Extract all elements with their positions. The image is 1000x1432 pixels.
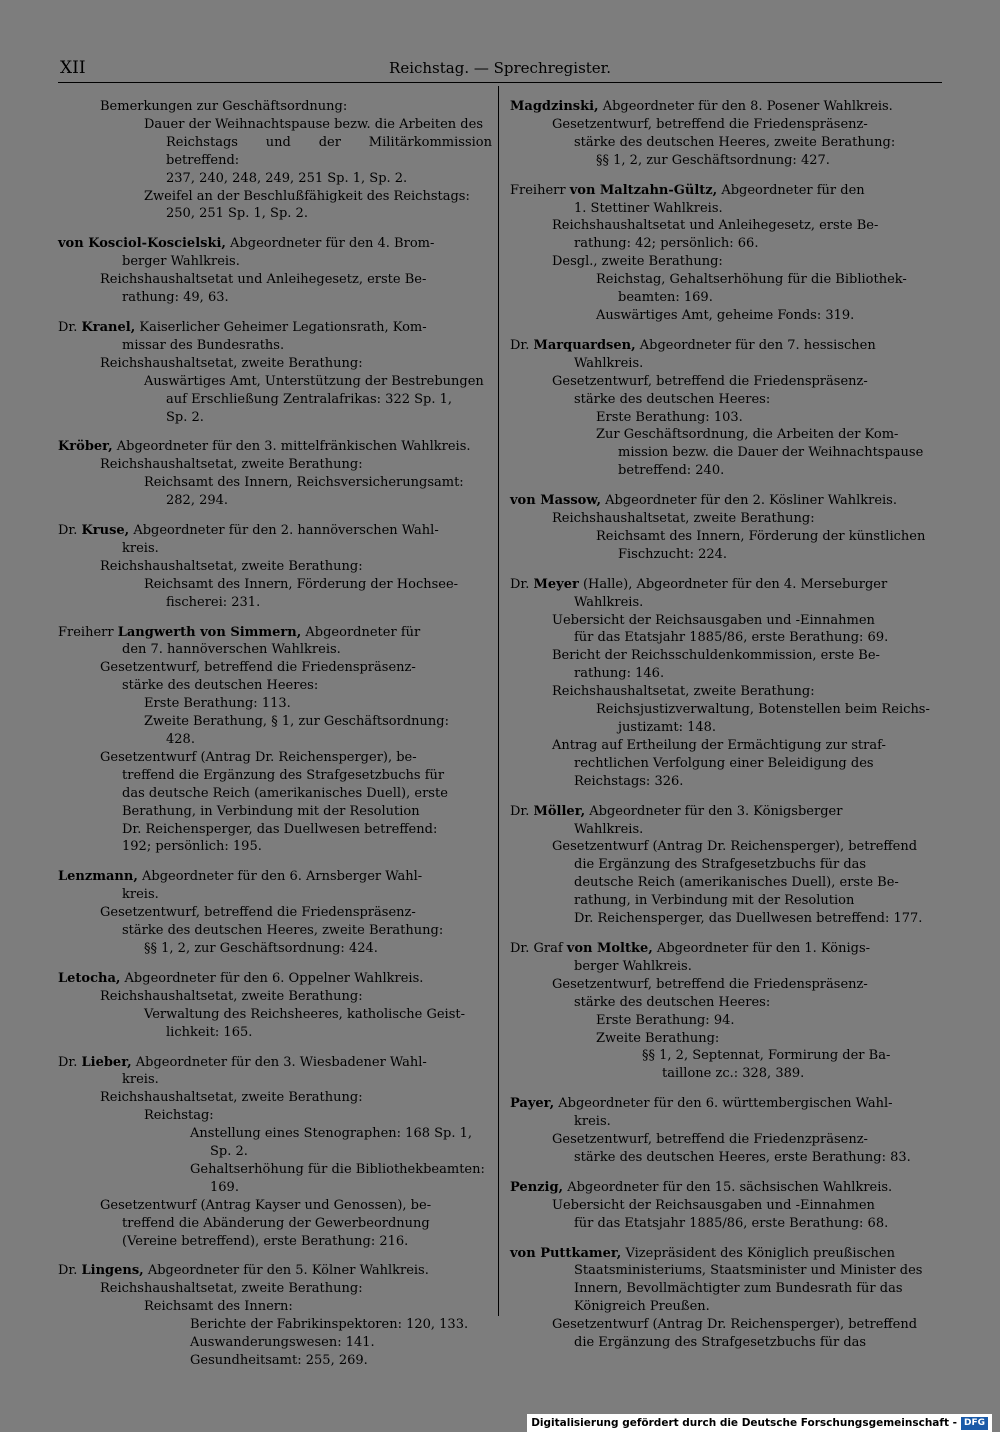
entry-line: Sp. 2.	[210, 1144, 248, 1160]
speaker-name: von Massow,	[510, 493, 601, 509]
entry-line: Innern, Bevollmächtigter zum Bundesrath für das	[574, 1281, 903, 1297]
speaker-name: Magdzinski,	[510, 99, 599, 114]
entry-heading	[58, 319, 492, 337]
register-entry	[510, 1245, 944, 1352]
entry-line: betreffend: 240.	[618, 463, 725, 479]
register-entry	[58, 1262, 492, 1369]
register-entry	[510, 337, 944, 480]
entry-subtopic: Auswärtiges Amt, geheime Fonds: 319.	[596, 307, 855, 323]
entry-heading	[58, 624, 492, 642]
entry-line: 192; persönlich: 195.	[122, 839, 262, 855]
entry-item: Auswanderungswesen: 141.	[190, 1335, 375, 1351]
speaker-desc: Abgeordneter für den 5. Kölner Wahlkreis.	[143, 1263, 429, 1279]
speaker-desc: Abgeordneter für den	[717, 182, 865, 198]
running-title: Reichstag. — Sprechregister.	[389, 59, 611, 77]
entry-line: das deutsche Reich (amerikanisches Duell), erste	[122, 785, 448, 801]
entry-line: missar des Bundesraths.	[122, 337, 285, 353]
register-entry	[510, 98, 944, 170]
entry-subtopic: Reichsjustizverwaltung, Botenstellen beim Reichs-	[596, 702, 930, 718]
speaker-name: Lingens,	[81, 1263, 144, 1279]
right-column	[510, 98, 944, 1364]
entry-subtopic: Reichstag:	[144, 1108, 214, 1124]
entry-subtopic: Zweifel an der Beschlußfähigkeit des Reichstags:	[144, 188, 470, 204]
footer-text: Digitalisierung gefördert durch die Deutsche Forschungsgemeinschaft -	[531, 1417, 957, 1429]
entry-topic: Gesetzentwurf (Antrag Dr. Reichensperger), betreffend	[552, 1317, 918, 1333]
speaker-title: Dr.	[58, 1263, 82, 1279]
entry-line: für das Etatsjahr 1885/86, erste Berathung: 69.	[574, 630, 889, 646]
speaker-title: Dr.	[510, 337, 534, 353]
entry-subtopic: Zweite Berathung, § 1, zur Geschäftsordnung:	[144, 714, 449, 730]
entry-topic: Reichshaushaltsetat, zweite Berathung:	[552, 511, 815, 527]
entry-heading	[510, 803, 944, 821]
entry-line: kreis.	[122, 540, 159, 556]
speaker-desc: Kaiserlicher Geheimer Legationsrath, Kom-	[135, 319, 427, 335]
entry-subtopic: Reichsamt des Innern, Förderung der künstlichen	[596, 528, 926, 544]
speaker-name: von Moltke,	[566, 940, 653, 956]
entry-line: (Vereine betreffend), erste Berathung: 216.	[122, 1233, 409, 1249]
entry-line: stärke des deutschen Heeres:	[574, 994, 771, 1010]
speaker-desc: Abgeordneter für den 2. Kösliner Wahlkreis.	[600, 493, 897, 509]
entry-line: stärke des deutschen Heeres, zweite Berathung:	[122, 923, 444, 939]
speaker-title: Dr.	[510, 803, 534, 819]
speaker-name: Meyer	[533, 576, 579, 592]
speaker-title: Dr.	[58, 1054, 82, 1070]
entry-topic: Gesetzentwurf, betreffend die Friedenspräsenz-	[552, 976, 868, 992]
speaker-name: von Kosciol-Koscielski,	[58, 236, 226, 252]
entry-line: 169.	[210, 1179, 239, 1195]
speaker-title: Dr. Graf	[510, 940, 567, 956]
entry-topic: Reichshaushaltsetat, zweite Berathung:	[100, 1090, 363, 1106]
entry-heading	[58, 522, 492, 540]
entry-line: berger Wahlkreis.	[574, 958, 692, 974]
page-header	[58, 56, 942, 83]
entry-topic: Uebersicht der Reichsausgaben und -Einnahmen	[552, 612, 875, 628]
speaker-name: Marquardsen,	[533, 337, 636, 353]
entry-line: die Ergänzung des Strafgesetzbuchs für das	[574, 1335, 867, 1351]
register-entry	[58, 235, 492, 307]
entry-line: fischerei: 231.	[166, 594, 261, 610]
speaker-desc: Abgeordneter für den 1. Königs-	[652, 940, 871, 956]
entry-topic: Reichshaushaltsetat und Anleihegesetz, erste Be-	[552, 218, 879, 234]
speaker-name: Langwerth von Simmern,	[117, 624, 302, 640]
entry-line: Wahlkreis.	[574, 821, 644, 837]
speaker-desc: Abgeordneter für den 4. Brom-	[225, 236, 435, 252]
speaker-desc: Abgeordneter für den 3. Königsberger	[585, 803, 843, 819]
entry-line: treffend die Abänderung der Gewerbeordnung	[122, 1215, 430, 1231]
entry-line: die Ergänzung des Strafgesetzbuchs für das	[574, 857, 867, 873]
entry-line: 282, 294.	[166, 493, 229, 509]
entry-line: 428.	[166, 732, 195, 747]
entry-line: 237, 240, 248, 249, 251 Sp. 1, Sp. 2.	[166, 170, 408, 186]
speaker-name: Penzig,	[510, 1179, 564, 1195]
register-entry	[510, 940, 944, 1083]
entry-topic: Reichshaushaltsetat, zweite Berathung:	[100, 988, 363, 1004]
entry-topic: Gesetzentwurf, betreffend die Friedenspräsenz-	[100, 660, 416, 676]
entry-line: Wahlkreis.	[574, 594, 644, 610]
entry-line: berger Wahlkreis.	[122, 254, 240, 270]
entry-topic: Reichshaushaltsetat und Anleihegesetz, erste Be-	[100, 272, 427, 288]
entry-line: Reichstags und der Militärkommission betreffend:	[166, 134, 492, 168]
entry-subtopic: Erste Berathung: 103.	[596, 409, 743, 425]
entry-line: stärke des deutschen Heeres, erste Berathung: 83.	[574, 1149, 911, 1165]
speaker-name: Kröber,	[58, 439, 113, 455]
entry-subtopic: Reichsamt des Innern, Reichsversicherungsamt:	[144, 475, 464, 491]
page-number: XII	[60, 58, 86, 78]
entry-line: rathung: 146.	[574, 666, 665, 682]
entry-line: rathung, in Verbindung mit der Resolution	[574, 893, 855, 909]
entry-heading	[510, 1095, 944, 1113]
entry-line: stärke des deutschen Heeres, zweite Berathung:	[574, 134, 896, 150]
entry-subtopic: Erste Berathung: 94.	[596, 1012, 735, 1028]
register-entry	[58, 868, 492, 958]
speaker-desc: Abgeordneter für den 3. Wiesbadener Wahl-	[131, 1054, 427, 1070]
entry-subtopic: Reichsamt des Innern, Förderung der Hochsee-	[144, 576, 459, 592]
entry-heading	[58, 868, 492, 886]
speaker-desc: (Halle), Abgeordneter für den 4. Merseburger	[578, 576, 888, 592]
register-entry	[58, 319, 492, 426]
funding-footer	[527, 1414, 992, 1432]
register-entry	[58, 98, 492, 223]
entry-subtopic: Reichsamt des Innern:	[144, 1299, 293, 1315]
entry-line: kreis.	[122, 887, 159, 903]
register-entry	[510, 576, 944, 791]
entry-item: Gesundheitsamt: 255, 269.	[190, 1353, 368, 1368]
speaker-title: Dr.	[510, 576, 534, 592]
entry-topic: Reichshaushaltsetat, zweite Berathung:	[100, 355, 363, 371]
entry-line: den 7. hannöverschen Wahlkreis.	[122, 642, 341, 658]
speaker-name: Möller,	[533, 803, 586, 819]
entry-heading	[510, 1245, 944, 1263]
register-entry	[58, 438, 492, 510]
speaker-desc: Abgeordneter für den 7. hessischen	[635, 337, 876, 353]
entry-heading	[58, 1054, 492, 1072]
entry-line: Fischzucht: 224.	[618, 546, 728, 562]
speaker-desc: Vizepräsident des Königlich preußischen	[621, 1245, 895, 1261]
entry-subtopic: Auswärtiges Amt, Unterstützung der Bestrebungen	[144, 373, 484, 389]
entry-line: 250, 251 Sp. 1, Sp. 2.	[166, 206, 308, 222]
speaker-title: Freiherr	[58, 624, 118, 640]
entry-heading	[58, 438, 492, 456]
entry-topic: Bemerkungen zur Geschäftsordnung:	[100, 99, 348, 114]
entry-topic: Gesetzentwurf, betreffend die Friedenzpräsenz-	[552, 1132, 868, 1148]
register-entry	[58, 522, 492, 612]
speaker-name: Kruse,	[81, 523, 130, 539]
register-entry	[58, 970, 492, 1042]
entry-heading	[510, 492, 944, 510]
entry-item: §§ 1, 2, Septennat, Formirung der Ba-	[642, 1048, 891, 1064]
entry-subtopic: Dauer der Weihnachtspause bezw. die Arbeiten des	[144, 116, 483, 132]
entry-line: treffend die Ergänzung des Strafgesetzbuchs für	[122, 767, 445, 783]
entry-line: Staatsministeriums, Staatsminister und Minister des	[574, 1263, 923, 1279]
entry-subtopic: Zweite Berathung:	[596, 1030, 720, 1046]
entry-line: justizamt: 148.	[618, 720, 717, 735]
entry-subtopic: §§ 1, 2, zur Geschäftsordnung: 427.	[596, 152, 830, 168]
entry-line: Königreich Preußen.	[574, 1299, 710, 1315]
dfg-logo-icon: DFG	[961, 1417, 988, 1430]
entry-line: beamten: 169.	[618, 290, 713, 306]
speaker-title: Dr.	[58, 319, 82, 335]
speaker-name: von Maltzahn-Gültz,	[569, 182, 718, 198]
speaker-desc: Abgeordneter für den 3. mittelfränkischen Wahlkreis.	[112, 439, 471, 455]
speaker-desc: Abgeordneter für den 2. hannöverschen Wahl-	[129, 523, 439, 539]
speaker-name: Letocha,	[58, 970, 121, 986]
speaker-desc: Abgeordneter für den 6. Oppelner Wahlkreis.	[120, 970, 424, 986]
entry-item: Gehaltserhöhung für die Bibliothekbeamten:	[190, 1161, 485, 1177]
entry-line: Dr. Reichensperger, das Duellwesen betreffend:	[122, 821, 438, 837]
entry-topic: Bericht der Reichsschuldenkommission, erste Be-	[552, 648, 880, 664]
register-entry	[510, 803, 944, 928]
entry-line: deutsche Reich (amerikanisches Duell), erste Be-	[574, 875, 899, 891]
entry-line: Berathung, in Verbindung mit der Resolution	[122, 803, 420, 819]
entry-subtopic: Verwaltung des Reichsheeres, katholische Geist-	[144, 1006, 465, 1022]
entry-heading	[58, 235, 492, 253]
entry-subtopic: Zur Geschäftsordnung, die Arbeiten der Kom-	[596, 427, 899, 443]
entry-topic: Gesetzentwurf, betreffend die Friedenspräsenz-	[552, 116, 868, 132]
speaker-name: von Puttkamer,	[510, 1245, 622, 1261]
left-column	[58, 98, 492, 1382]
register-entry	[58, 624, 492, 857]
entry-line: taillone zc.: 328, 389.	[662, 1066, 805, 1082]
entry-line: kreis.	[122, 1072, 159, 1088]
entry-line: Reichstags: 326.	[574, 773, 684, 789]
speaker-desc: Abgeordneter für den 6. Arnsberger Wahl-	[137, 869, 423, 885]
entry-topic: Reichshaushaltsetat, zweite Berathung:	[552, 684, 815, 700]
entry-heading	[58, 1262, 492, 1280]
entry-subtopic: Reichstag, Gehaltserhöhung für die Bibliothek-	[596, 272, 907, 288]
speaker-title: Dr.	[58, 523, 82, 539]
entry-heading	[58, 970, 492, 988]
entry-heading	[510, 1179, 944, 1197]
entry-line: stärke des deutschen Heeres:	[122, 678, 319, 694]
speaker-desc: Abgeordneter für den 6. württembergischen Wahl-	[554, 1096, 893, 1112]
entry-item: Berichte der Fabrikinspektoren: 120, 133.	[190, 1317, 469, 1333]
entry-line: Sp. 2.	[166, 409, 204, 425]
entry-topic: Reichshaushaltsetat, zweite Berathung:	[100, 457, 363, 473]
entry-subtopic: §§ 1, 2, zur Geschäftsordnung: 424.	[144, 940, 378, 956]
speaker-name: Lieber,	[81, 1054, 132, 1070]
entry-heading	[510, 940, 944, 958]
register-entry	[510, 182, 944, 325]
speaker-name: Kranel,	[81, 319, 136, 335]
speaker-name: Payer,	[510, 1096, 555, 1112]
register-entry	[58, 1054, 492, 1251]
entry-topic: Antrag auf Ertheilung der Ermächtigung zur straf-	[552, 737, 886, 753]
entry-subtopic: Erste Berathung: 113.	[144, 696, 291, 712]
speaker-desc: Abgeordneter für	[301, 624, 421, 640]
entry-line: stärke des deutschen Heeres:	[574, 391, 771, 407]
entry-line: Dr. Reichensperger, das Duellwesen betreffend: 177.	[574, 911, 923, 927]
entry-topic: Uebersicht der Reichsausgaben und -Einnahmen	[552, 1197, 875, 1213]
entry-line: für das Etatsjahr 1885/86, erste Berathung: 68.	[574, 1215, 889, 1231]
entry-line: rathung: 42; persönlich: 66.	[574, 236, 759, 252]
entry-topic: Desgl., zweite Berathung:	[552, 254, 723, 270]
entry-line: rathung: 49, 63.	[122, 290, 229, 306]
speaker-desc: Abgeordneter für den 15. sächsischen Wahlkreis.	[563, 1179, 893, 1195]
entry-topic: Gesetzentwurf (Antrag Kayser und Genossen), be-	[100, 1197, 432, 1213]
speaker-desc: Abgeordneter für den 8. Posener Wahlkreis.	[598, 99, 893, 114]
entry-line: 1. Stettiner Wahlkreis.	[574, 200, 723, 216]
entry-heading	[510, 337, 944, 355]
register-entry	[510, 492, 944, 564]
entry-heading	[510, 98, 944, 116]
entry-topic: Gesetzentwurf (Antrag Dr. Reichensperger), be-	[100, 749, 417, 765]
register-entry	[510, 1095, 944, 1167]
entry-line: mission bezw. die Dauer der Weihnachtspause	[618, 445, 924, 461]
entry-topic: Gesetzentwurf, betreffend die Friedenspräsenz-	[100, 905, 416, 921]
entry-topic: Reichshaushaltsetat, zweite Berathung:	[100, 1281, 363, 1297]
entry-topic: Gesetzentwurf, betreffend die Friedenspräsenz-	[552, 373, 868, 389]
speaker-title: Freiherr	[510, 182, 570, 198]
entry-topic: Reichshaushaltsetat, zweite Berathung:	[100, 558, 363, 574]
register-entry	[510, 1179, 944, 1233]
entry-topic: Gesetzentwurf (Antrag Dr. Reichensperger), betreffend	[552, 839, 918, 855]
entry-line: lichkeit: 165.	[166, 1024, 253, 1040]
entry-line: auf Erschließung Zentralafrikas: 322 Sp. 1,	[166, 391, 453, 407]
entry-line: kreis.	[574, 1114, 611, 1130]
column-divider	[498, 86, 499, 1316]
speaker-name: Lenzmann,	[58, 869, 138, 885]
entry-heading	[510, 182, 944, 200]
entry-line: Wahlkreis.	[574, 355, 644, 371]
entry-item: Anstellung eines Stenographen: 168 Sp. 1,	[190, 1126, 473, 1142]
entry-heading	[510, 576, 944, 594]
entry-line: rechtlichen Verfolgung einer Beleidigung des	[574, 755, 874, 771]
